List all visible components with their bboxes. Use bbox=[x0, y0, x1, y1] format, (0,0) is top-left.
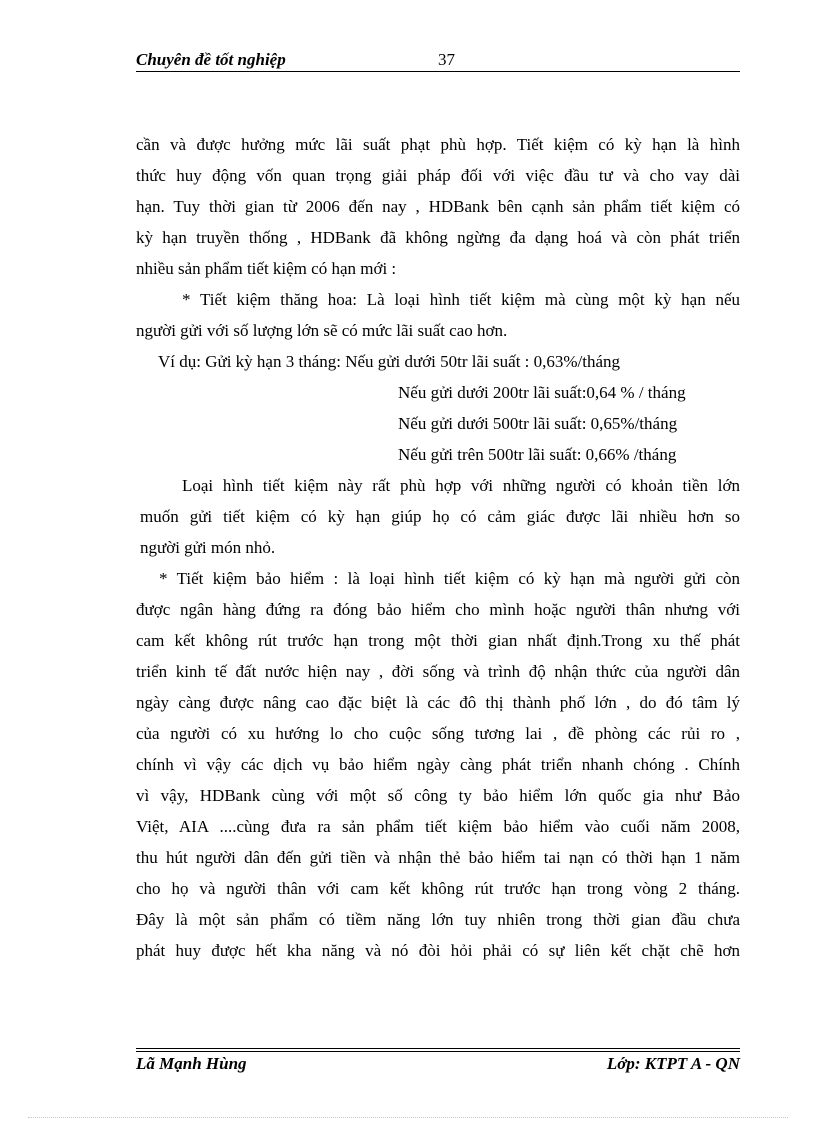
text-line: của người có xu hướng lo cho cuộc sống tương lai , đề phòng các rủi ro , bbox=[136, 724, 740, 743]
text-line: triển kinh tế đất nước hiện nay , đời sống và trình độ nhận thức của người dân bbox=[136, 662, 740, 681]
text-line: cam kết không rút trước hạn trong một thời gian nhất định.Trong xu thế phát bbox=[136, 631, 740, 650]
text-line: ngày càng được nâng cao đặc biệt là các đô thị thành phố lớn , do đó tâm lý bbox=[136, 693, 740, 712]
text-line: * Tiết kiệm thăng hoa: Là loại hình tiết kiệm mà cùng một kỳ hạn nếu bbox=[182, 290, 740, 309]
text-line: kỳ hạn truyền thống , HDBank đã không ngừng đa dạng hoá và còn phát triển bbox=[136, 228, 740, 247]
footer-class: Lớp: KTPT A - QN bbox=[606, 1054, 740, 1073]
page-footer bbox=[136, 1054, 740, 1076]
text-line: vì vậy, HDBank cùng với một số công ty bảo hiểm lớn quốc gia như Bảo bbox=[136, 786, 740, 805]
page-header bbox=[136, 48, 740, 72]
text-line: người gửi món nhỏ. bbox=[140, 538, 276, 557]
footer-divider bbox=[136, 1051, 740, 1052]
text-line: muốn gửi tiết kiệm có kỳ hạn giúp họ có cảm giác được lãi nhiều hơn so bbox=[140, 507, 740, 526]
text-line: cho họ và người thân với cam kết không rút trước hạn trong vòng 2 tháng. bbox=[136, 879, 740, 898]
text-line: được ngân hàng đứng ra đóng bảo hiểm cho mình hoặc người thân nhưng với bbox=[136, 600, 740, 619]
text-line: cần và được hưởng mức lãi suất phạt phù hợp. Tiết kiệm có kỳ hạn là hình bbox=[136, 135, 740, 154]
document-title: Chuyên đề tốt nghiệp bbox=[136, 50, 286, 69]
rate-line: Nếu gửi dưới 200tr lãi suất:0,64 % / tháng bbox=[398, 383, 686, 402]
rate-line: Nếu gửi trên 500tr lãi suất: 0,66% /tháng bbox=[398, 445, 677, 464]
footer-author: Lã Mạnh Hùng bbox=[136, 1054, 247, 1073]
example-line: Ví dụ: Gửi kỳ hạn 3 tháng: Nếu gửi dưới 50tr lãi suất : 0,63%/tháng bbox=[158, 352, 621, 371]
text-line: phát huy được hết kha năng và nó đòi hỏi phải có sự liên kết chặt chẽ hơn bbox=[136, 941, 740, 960]
text-line: Đây là một sản phẩm có tiềm năng lớn tuy nhiên trong thời gian đầu chưa bbox=[136, 910, 740, 929]
text-line: Việt, AIA ....cùng đưa ra sản phẩm tiết kiệm bảo hiểm vào cuối năm 2008, bbox=[136, 817, 740, 836]
text-line: nhiều sản phẩm tiết kiệm có hạn mới : bbox=[136, 259, 397, 278]
header-divider bbox=[136, 71, 740, 72]
text-line: thức huy động vốn quan trọng giải pháp đối với việc đầu tư và cho vay dài bbox=[136, 166, 740, 185]
text-line: người gửi với số lượng lớn sẽ có mức lãi suất cao hơn. bbox=[136, 321, 508, 340]
page-number: 37 bbox=[438, 50, 455, 69]
body-text bbox=[136, 129, 740, 966]
text-line: * Tiết kiệm bảo hiểm : là loại hình tiết kiệm có kỳ hạn mà người gửi còn bbox=[159, 569, 740, 588]
text-line: hạn. Tuy thời gian từ 2006 đến nay , HDBank bên cạnh sản phẩm tiết kiệm có bbox=[136, 197, 740, 216]
text-line: chính vì vậy các dịch vụ bảo hiểm ngày càng phát triển nhanh chóng . Chính bbox=[136, 755, 740, 774]
text-line: thu hút người dân đến gửi tiền và nhận thẻ bảo hiểm tai nạn có thời hạn 1 năm bbox=[136, 848, 740, 867]
footer-divider bbox=[136, 1048, 740, 1049]
page-bottom-edge bbox=[28, 1117, 788, 1118]
text-line: Loại hình tiết kiệm này rất phù hợp với những người có khoản tiền lớn bbox=[182, 476, 740, 495]
rate-line: Nếu gửi dưới 500tr lãi suất: 0,65%/tháng bbox=[398, 414, 678, 433]
